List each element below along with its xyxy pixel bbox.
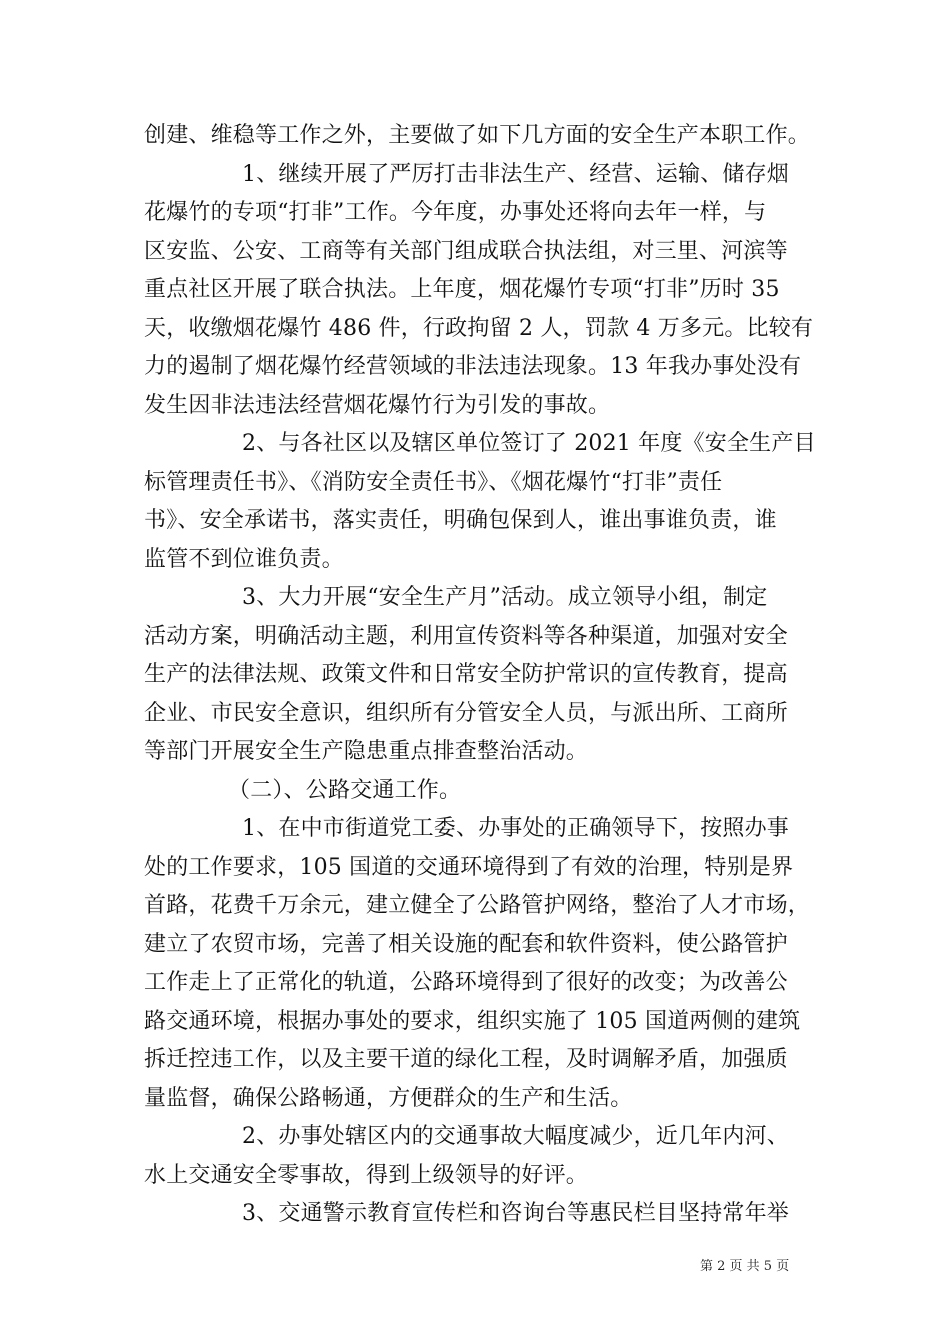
text-line: 建立了农贸市场，完善了相关设施的配套和软件资料，使公路管护: [144, 931, 788, 957]
text-line: 标管理责任书》、《消防安全责任书》、《烟花爆竹“打非”责任: [144, 469, 723, 495]
text-line: 3、交通警示教育宣传栏和咨询台等惠民栏目坚持常年举: [242, 1201, 789, 1226]
text-line: 2、办事处辖区内的交通事故大幅度减少，近几年内河、: [242, 1124, 789, 1149]
text-line: 量监督，确保公路畅通，方便群众的生产和生活。: [144, 1085, 633, 1111]
text-line: 书》、安全承诺书，落实责任，明确包保到人，谁出事谁负责，谁: [144, 508, 777, 533]
text-line: 监管不到位谁负责。: [144, 546, 344, 572]
text-line: 生产的法律法规、政策文件和日常安全防护常识的宣传教育，提高: [144, 662, 788, 687]
text-line: 拆迁控违工作，以及主要干道的绿化工程，及时调解矛盾，加强质: [144, 1047, 788, 1072]
text-line: 天，收缴烟花爆竹 486 件，行政拘留 2 人，罚款 4 万多元。比较有: [144, 315, 814, 341]
text-line: 1、在中市街道党工委、办事处的正确领导下，按照办事: [242, 816, 789, 841]
text-line: 路交通环境，根据办事处的要求，组织实施了 105 国道两侧的建筑: [144, 1008, 801, 1034]
text-line: 3、大力开展“安全生产月”活动。成立领导小组，制定: [242, 585, 768, 610]
document-body: [144, 118, 824, 1235]
text-line: 水上交通安全零事故，得到上级领导的好评。: [144, 1162, 589, 1188]
text-line: 工作走上了正常化的轨道，公路环境得到了很好的改变；为改善公: [144, 970, 788, 995]
page-number: 第 2 页 共 5 页: [700, 1259, 790, 1274]
text-line: 企业、市民安全意识，组织所有分管安全人员，与派出所、工商所: [144, 700, 788, 726]
text-line: 2、与各社区以及辖区单位签订了 2021 年度《安全生产目: [242, 431, 816, 456]
text-line: 活动方案，明确活动主题，利用宣传资料等各种渠道，加强对安全: [144, 623, 788, 649]
text-line: 处的工作要求，105 国道的交通环境得到了有效的治理，特别是界: [144, 854, 794, 880]
text-line: 首路，花费千万余元，建立健全了公路管护网络，整治了人才市场，: [144, 893, 811, 918]
text-line: 创建、维稳等工作之外，主要做了如下几方面的安全生产本职工作。: [144, 123, 811, 148]
text-line: 区安监、公安、工商等有关部门组成联合执法组，对三里、河滨等: [144, 238, 788, 264]
section-heading: （二）、公路交通工作。: [228, 777, 462, 803]
text-line: 发生因非法违法经营烟花爆竹行为引发的事故。: [144, 392, 611, 418]
text-line: 花爆竹的专项“打非”工作。今年度，办事处还将向去年一样，与: [144, 200, 767, 225]
text-line: 等部门开展安全生产隐患重点排查整治活动。: [144, 739, 589, 764]
text-line: 力的遏制了烟花爆竹经营领域的非法违法现象。13 年我办事处没有: [144, 354, 802, 379]
text-line: 重点社区开展了联合执法。上年度，烟花爆竹专项“打非”历时 35: [144, 277, 780, 302]
text-line: 1、继续开展了严厉打击非法生产、经营、运输、储存烟: [242, 161, 789, 187]
